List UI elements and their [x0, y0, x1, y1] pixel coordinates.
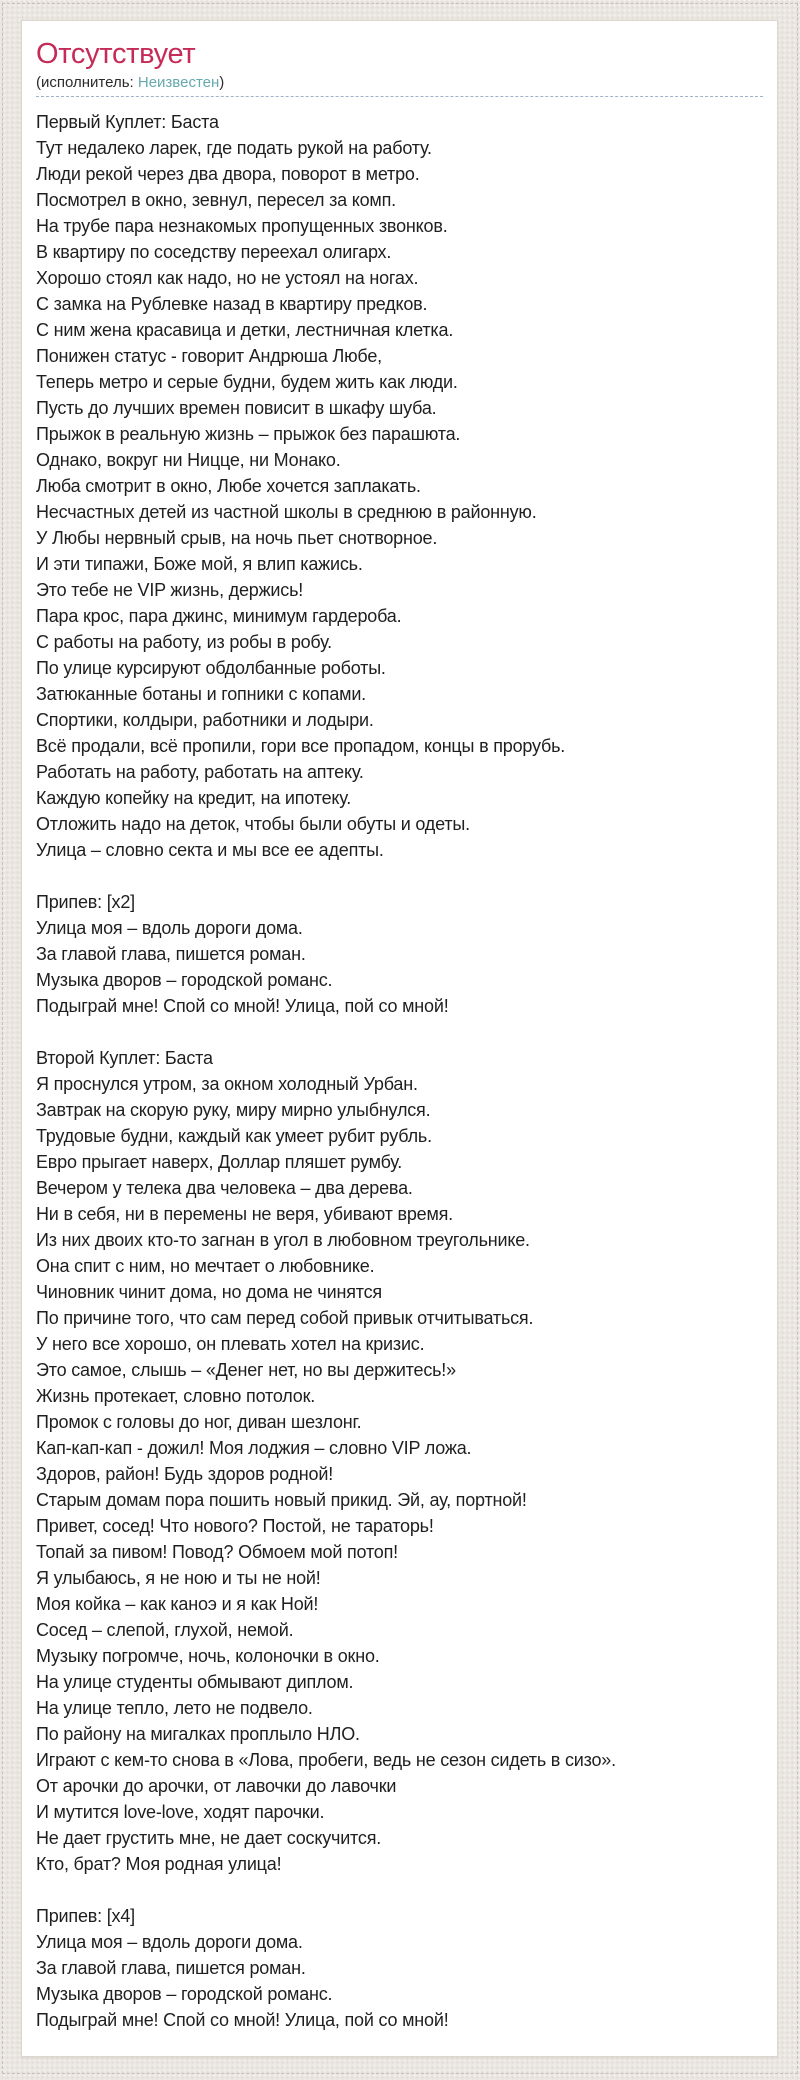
lyrics-line: Жизнь протекает, словно потолок.: [36, 1386, 316, 1406]
lyrics-line: Каждую копейку на кредит, на ипотеку.: [36, 788, 352, 808]
lyrics-line: Я улыбаюсь, я не ною и ты не ной!: [36, 1568, 321, 1588]
lyrics-line: Моя койка – как каноэ и я как Ной!: [36, 1594, 319, 1614]
lyrics-line: Теперь метро и серые будни, будем жить как люди.: [36, 372, 458, 392]
lyrics-line: Люба смотрит в окно, Любе хочется заплакать.: [36, 476, 421, 496]
lyrics-line: Подыграй мне! Спой со мной! Улица, пой со мной!: [36, 996, 449, 1016]
lyrics-line: В квартиру по соседству переехал олигарх.: [36, 242, 392, 262]
lyrics-line: Работать на работу, работать на аптеку.: [36, 762, 364, 782]
lyrics-line: На улице студенты обмывают диплом.: [36, 1672, 354, 1692]
lyrics-line: По причине того, что сам перед собой привык отчитываться.: [36, 1308, 534, 1328]
lyrics-line: На трубе пара незнакомых пропущенных звонков.: [36, 216, 448, 236]
lyrics-line: Топай за пивом! Повод? Обмоем мой потоп!: [36, 1542, 398, 1562]
lyrics-line: Пусть до лучших времен повисит в шкафу шуба.: [36, 398, 437, 418]
lyrics-line: И мутится love-love, ходят парочки.: [36, 1802, 325, 1822]
lyrics-line: По району на мигалках проплыло НЛО.: [36, 1724, 360, 1744]
lyrics-text: [36, 109, 763, 2033]
lyrics-line: Всё продали, всё пропили, гори все пропадом, концы в прорубь.: [36, 736, 566, 756]
lyrics-card: [21, 20, 778, 2057]
artist-line: [36, 74, 763, 97]
lyrics-line: От арочки до арочки, от лавочки до лавочки: [36, 1776, 397, 1796]
lyrics-line: Припев: [x2]: [36, 892, 135, 912]
lyrics-line: Сосед – слепой, глухой, немой.: [36, 1620, 294, 1640]
lyrics-line: Улица моя – вдоль дороги дома.: [36, 918, 303, 938]
lyrics-line: И эти типажи, Боже мой, я влип кажись.: [36, 554, 363, 574]
lyrics-line: За главой глава, пишется роман.: [36, 1958, 306, 1978]
lyrics-line: Это тебе не VIP жизнь, держись!: [36, 580, 304, 600]
lyrics-line: Музыку погромче, ночь, колоночки в окно.: [36, 1646, 380, 1666]
lyrics-line: [36, 863, 763, 889]
page-title: Отсутствует: [36, 38, 196, 70]
lyrics-line: За главой глава, пишется роман.: [36, 944, 306, 964]
lyrics-line: Второй Куплет: Баста: [36, 1048, 213, 1068]
lyrics-line: Промок с головы до ног, диван шезлонг.: [36, 1412, 362, 1432]
lyrics-line: Кап-кап-кап - дожил! Моя лоджия – словно VIP ложа.: [36, 1438, 472, 1458]
lyrics-line: Музыка дворов – городской романс.: [36, 1984, 333, 2004]
lyrics-line: Завтрак на скорую руку, миру мирно улыбнулся.: [36, 1100, 431, 1120]
lyrics-line: Спортики, колдыри, работники и лодыри.: [36, 710, 374, 730]
lyrics-line: С ним жена красавица и детки, лестничная клетка.: [36, 320, 454, 340]
lyrics-line: Улица – словно секта и мы все ее адепты.: [36, 840, 384, 860]
lyrics-line: У Любы нервный срыв, на ночь пьет снотворное.: [36, 528, 438, 548]
lyrics-line: По улице курсируют обдолбанные роботы.: [36, 658, 386, 678]
artist-prefix: (исполнитель:: [36, 74, 138, 91]
lyrics-line: Посмотрел в окно, зевнул, пересел за комп.: [36, 190, 396, 210]
artist-suffix: ): [219, 74, 225, 91]
lyrics-line: Первый Куплет: Баста: [36, 112, 219, 132]
lyrics-line: Затюканные ботаны и гопники с копами.: [36, 684, 366, 704]
lyrics-line: Кто, брат? Моя родная улица!: [36, 1854, 282, 1874]
lyrics-line: Подыграй мне! Спой со мной! Улица, пой со мной!: [36, 2010, 449, 2030]
lyrics-line: Из них двоих кто-то загнан в угол в любовном треугольнике.: [36, 1230, 530, 1250]
lyrics-line: У него все хорошо, он плевать хотел на кризис.: [36, 1334, 425, 1354]
lyrics-line: Прыжок в реальную жизнь – прыжок без парашюта.: [36, 424, 461, 444]
lyrics-line: Привет, сосед! Что нового? Постой, не тараторь!: [36, 1516, 434, 1536]
lyrics-line: С работы на работу, из робы в робу.: [36, 632, 332, 652]
lyrics-line: Люди рекой через два двора, поворот в метро.: [36, 164, 420, 184]
lyrics-line: Старым домам пора пошить новый прикид. Эй, ау, портной!: [36, 1490, 527, 1510]
lyrics-line: Евро прыгает наверх, Доллар пляшет румбу.: [36, 1152, 403, 1172]
lyrics-line: Пара крос, пара джинс, минимум гардероба.: [36, 606, 402, 626]
lyrics-line: Это самое, слышь – «Денег нет, но вы держитесь!»: [36, 1360, 456, 1380]
lyrics-line: Отложить надо на деток, чтобы были обуты и одеты.: [36, 814, 470, 834]
lyrics-line: Ни в себя, ни в перемены не веря, убивают время.: [36, 1204, 453, 1224]
lyrics-line: [36, 1019, 763, 1045]
lyrics-line: На улице тепло, лето не подвело.: [36, 1698, 313, 1718]
lyrics-line: Однако, вокруг ни Ницце, ни Монако.: [36, 450, 341, 470]
lyrics-line: С замка на Рублевке назад в квартиру предков.: [36, 294, 428, 314]
lyrics-line: Вечером у телека два человека – два дерева.: [36, 1178, 413, 1198]
lyrics-line: Здоров, район! Будь здоров родной!: [36, 1464, 333, 1484]
lyrics-line: [36, 1877, 763, 1903]
lyrics-line: Я проснулся утром, за окном холодный Урбан.: [36, 1074, 418, 1094]
lyrics-line: Несчастных детей из частной школы в среднюю в районную.: [36, 502, 537, 522]
lyrics-line: Тут недалеко ларек, где подать рукой на работу.: [36, 138, 432, 158]
lyrics-line: Музыка дворов – городской романс.: [36, 970, 333, 990]
lyrics-line: Улица моя – вдоль дороги дома.: [36, 1932, 303, 1952]
artist-link[interactable]: Неизвестен: [137, 74, 220, 91]
lyrics-line: Не дает грустить мне, не дает соскучится.: [36, 1828, 382, 1848]
lyrics-line: Трудовые будни, каждый как умеет рубит рубль.: [36, 1126, 432, 1146]
lyrics-line: Чиновник чинит дома, но дома не чинятся: [36, 1282, 382, 1302]
lyrics-line: Хорошо стоял как надо, но не устоял на ногах.: [36, 268, 419, 288]
lyrics-line: Играют с кем-то снова в «Лова, пробеги, ведь не сезон сидеть в сизо».: [36, 1750, 616, 1770]
lyrics-line: Понижен статус - говорит Андрюша Любе,: [36, 346, 382, 366]
lyrics-line: Она спит с ним, но мечтает о любовнике.: [36, 1256, 375, 1276]
lyrics-line: Припев: [x4]: [36, 1906, 135, 1926]
